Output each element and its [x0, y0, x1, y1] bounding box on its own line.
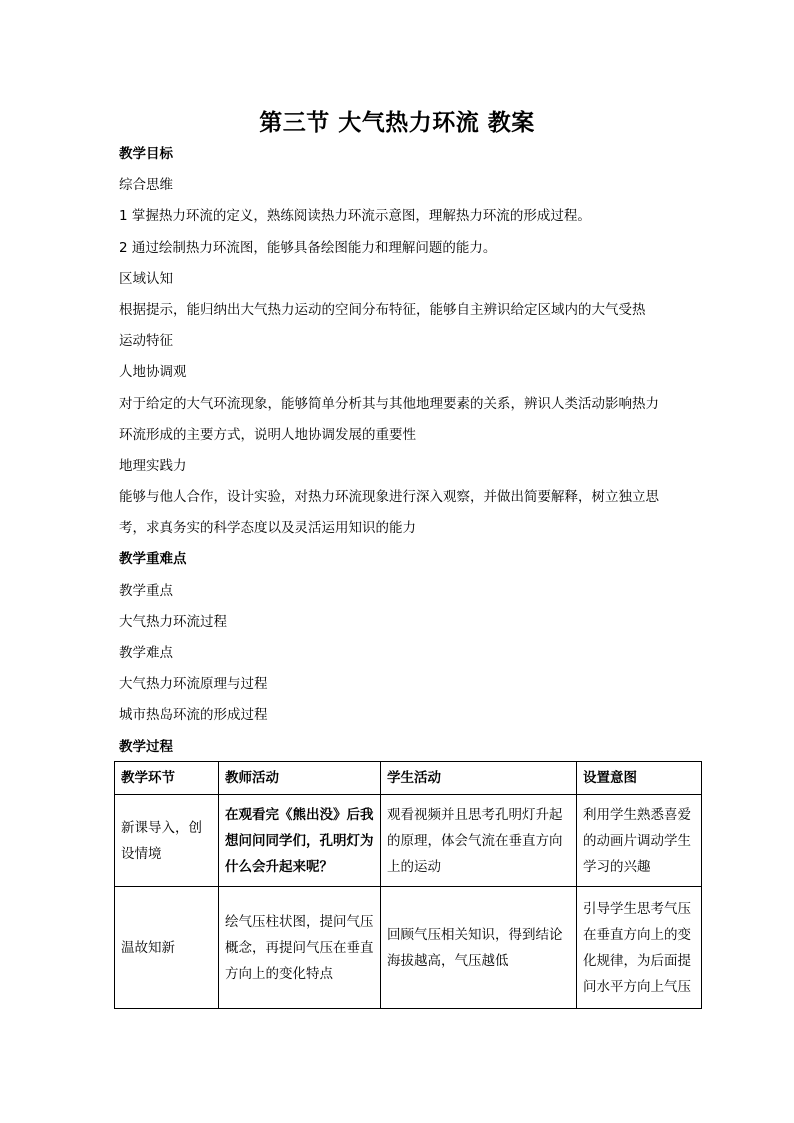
table-cell: 回顾气压相关知识，得到结论海拔越高，气压越低 [381, 887, 577, 1009]
table-cell: 利用学生熟悉喜爱的动画片调动学生学习的兴趣 [577, 795, 702, 887]
body-line: 教学重点 [119, 582, 173, 599]
section-heading: 教学目标 [119, 146, 173, 162]
body-line: 区域认知 [119, 270, 173, 287]
section-heading: 教学过程 [119, 738, 173, 755]
body-line: 考，求真务实的科学态度以及灵活运用知识的能力 [119, 520, 416, 537]
table-cell: 观看视频并且思考孔明灯升起的原理，体会气流在垂直方向上的运动 [381, 795, 577, 887]
body-line: 大气热力环流过程 [119, 613, 227, 630]
body-line: 城市热岛环流的形成过程 [119, 707, 268, 724]
table-cell: 温故知新 [115, 887, 219, 1009]
table-row [115, 887, 702, 1009]
body-text [119, 142, 699, 766]
table-cell: 新课导入，创设情境 [115, 795, 219, 887]
body-line: 地理实践力 [119, 457, 187, 474]
body-line: 人地协调观 [119, 364, 187, 381]
body-line: 根据提示，能归纳出大气热力运动的空间分布特征，能够自主辨识给定区域内的大气受热 [119, 301, 646, 318]
document-title: 第三节 大气热力环流 教案 [259, 110, 535, 136]
body-line: 环流形成的主要方式，说明人地协调发展的重要性 [119, 426, 416, 443]
body-line: 综合思维 [119, 177, 173, 194]
section-heading: 教学重难点 [119, 551, 187, 568]
body-line: 大气热力环流原理与过程 [119, 676, 268, 693]
table-header-cell: 设置意图 [577, 762, 702, 795]
body-line: 能够与他人合作，设计实验，对热力环流现象进行深入观察，并做出简要解释，树立独立思 [119, 489, 659, 506]
body-line: 1 掌握热力环流的定义，熟练阅读热力环流示意图，理解热力环流的形成过程。 [119, 208, 591, 225]
body-line: 对于给定的大气环流现象，能够简单分析其与其他地理要素的关系，辨识人类活动影响热力 [119, 395, 659, 412]
table-header-cell: 教师活动 [219, 762, 381, 795]
table-cell: 引导学生思考气压在垂直方向上的变化规律，为后面提问水平方向上气压 [577, 887, 702, 1009]
teaching-process-table [114, 761, 702, 1009]
table-header-cell: 学生活动 [381, 762, 577, 795]
table-cell: 在观看完《熊出没》后我想问问同学们，孔明灯为什么会升起来呢？ [219, 795, 381, 887]
table-cell: 绘气压柱状图，提问气压概念，再提问气压在垂直方向上的变化特点 [219, 887, 381, 1009]
body-line: 2 通过绘制热力环流图，能够具备绘图能力和理解问题的能力。 [119, 239, 497, 256]
table-row [115, 795, 702, 887]
table-header-row [115, 762, 702, 795]
body-line: 运动特征 [119, 333, 173, 350]
table-header-cell: 教学环节 [115, 762, 219, 795]
body-line: 教学难点 [119, 645, 173, 661]
